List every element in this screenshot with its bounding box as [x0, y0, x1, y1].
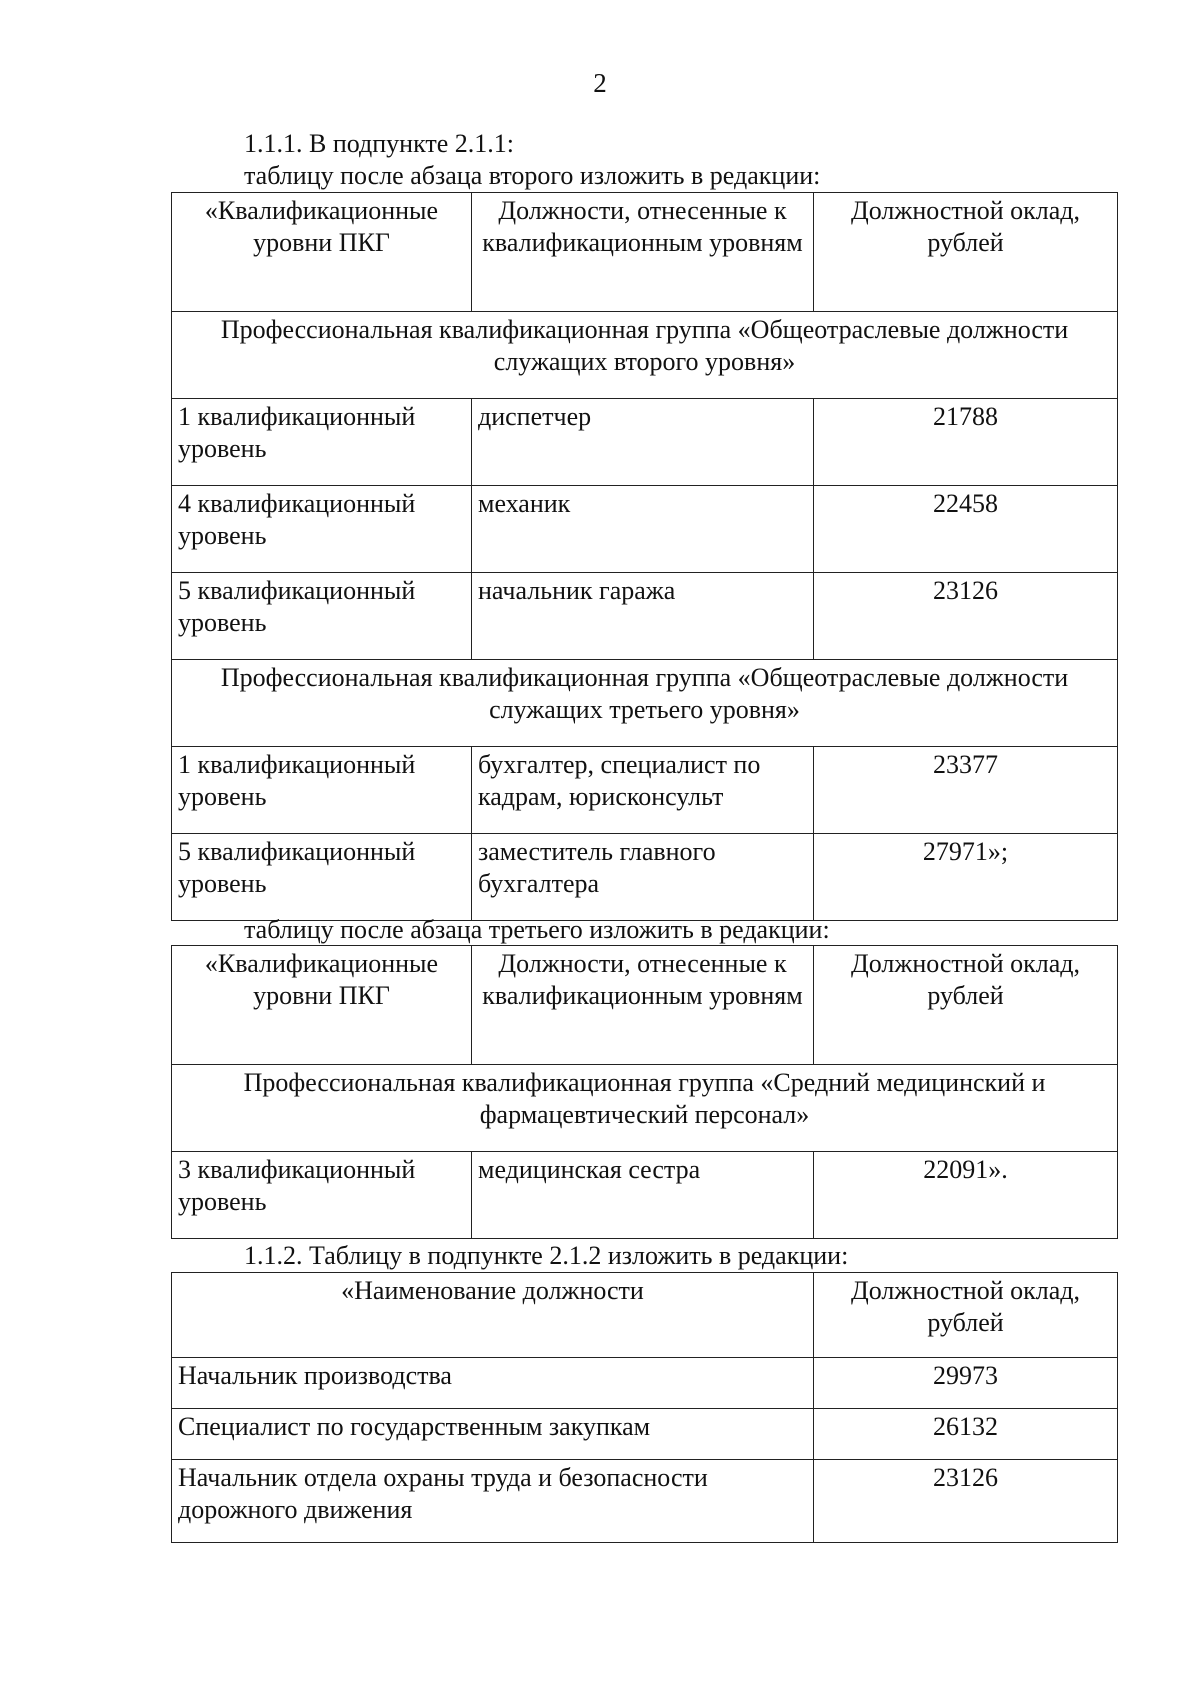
level-cell: 4 квалификационный уровень	[172, 486, 472, 573]
table-row	[172, 1409, 1118, 1460]
salary-cell: 26132	[814, 1409, 1118, 1460]
group-title: Профессиональная квалификационная группа «Общеотраслевые должности служащих третьего уровня»	[172, 660, 1118, 747]
position-cell: заместитель главного бухгалтера	[472, 834, 814, 921]
header-positions: Должности, отнесенные к квалификационным уровням	[472, 193, 814, 312]
header-salary: Должностной оклад, рублей	[814, 1273, 1118, 1358]
table-row	[172, 573, 1118, 660]
header-positions: Должности, отнесенные к квалификационным уровням	[472, 946, 814, 1065]
position-cell: диспетчер	[472, 399, 814, 486]
header-levels: «Квалификационные уровни ПКГ	[172, 193, 472, 312]
table-header-row	[172, 946, 1118, 1065]
table-header-row	[172, 193, 1118, 312]
salary-cell: 23126	[814, 1460, 1118, 1543]
level-cell: 5 квалификационный уровень	[172, 573, 472, 660]
salary-cell: 29973	[814, 1358, 1118, 1409]
header-levels: «Квалификационные уровни ПКГ	[172, 946, 472, 1065]
level-cell: 1 квалификационный уровень	[172, 399, 472, 486]
position-name-cell: Начальник отдела охраны труда и безопасности дорожного движения	[172, 1460, 814, 1543]
salary-cell: 23377	[814, 747, 1118, 834]
table-header-row	[172, 1273, 1118, 1358]
position-cell: бухгалтер, специалист по кадрам, юрисконсульт	[472, 747, 814, 834]
position-cell: медицинская сестра	[472, 1152, 814, 1239]
group-title: Профессиональная квалификационная группа «Средний медицинский и фармацевтический персонал»	[172, 1065, 1118, 1152]
position-cell: начальник гаража	[472, 573, 814, 660]
group-title: Профессиональная квалификационная группа «Общеотраслевые должности служащих второго уровня»	[172, 312, 1118, 399]
position-name-cell: Специалист по государственным закупкам	[172, 1409, 814, 1460]
salary-cell: 21788	[814, 399, 1118, 486]
group-row	[172, 312, 1118, 399]
table-row	[172, 1152, 1118, 1239]
section-heading-1-1-1: 1.1.1. В подпункте 2.1.1:	[244, 129, 514, 158]
salary-table-medical	[171, 945, 1118, 1239]
table-row	[172, 486, 1118, 573]
header-position-name: «Наименование должности	[172, 1273, 814, 1358]
section-heading-1-1-2: 1.1.2. Таблицу в подпункте 2.1.2 изложить в редакции:	[244, 1241, 849, 1270]
level-cell: 5 квалификационный уровень	[172, 834, 472, 921]
header-salary: Должностной оклад, рублей	[814, 193, 1118, 312]
table-row	[172, 834, 1118, 921]
table2-intro: таблицу после абзаца третьего изложить в редакции:	[244, 915, 830, 944]
salary-cell: 27971»;	[814, 834, 1118, 921]
table-row	[172, 1358, 1118, 1409]
salary-cell: 22091».	[814, 1152, 1118, 1239]
table-row	[172, 747, 1118, 834]
page-number: 2	[593, 68, 607, 98]
table-row	[172, 1460, 1118, 1543]
table1-intro: таблицу после абзаца второго изложить в редакции:	[244, 161, 821, 190]
group-row	[172, 1065, 1118, 1152]
group-row	[172, 660, 1118, 747]
level-cell: 1 квалификационный уровень	[172, 747, 472, 834]
level-cell: 3 квалификационный уровень	[172, 1152, 472, 1239]
position-cell: механик	[472, 486, 814, 573]
salary-cell: 23126	[814, 573, 1118, 660]
table-row	[172, 399, 1118, 486]
header-salary: Должностной оклад, рублей	[814, 946, 1118, 1065]
salary-table-positions	[171, 1272, 1118, 1543]
position-name-cell: Начальник производства	[172, 1358, 814, 1409]
salary-table-general	[171, 192, 1118, 921]
salary-cell: 22458	[814, 486, 1118, 573]
